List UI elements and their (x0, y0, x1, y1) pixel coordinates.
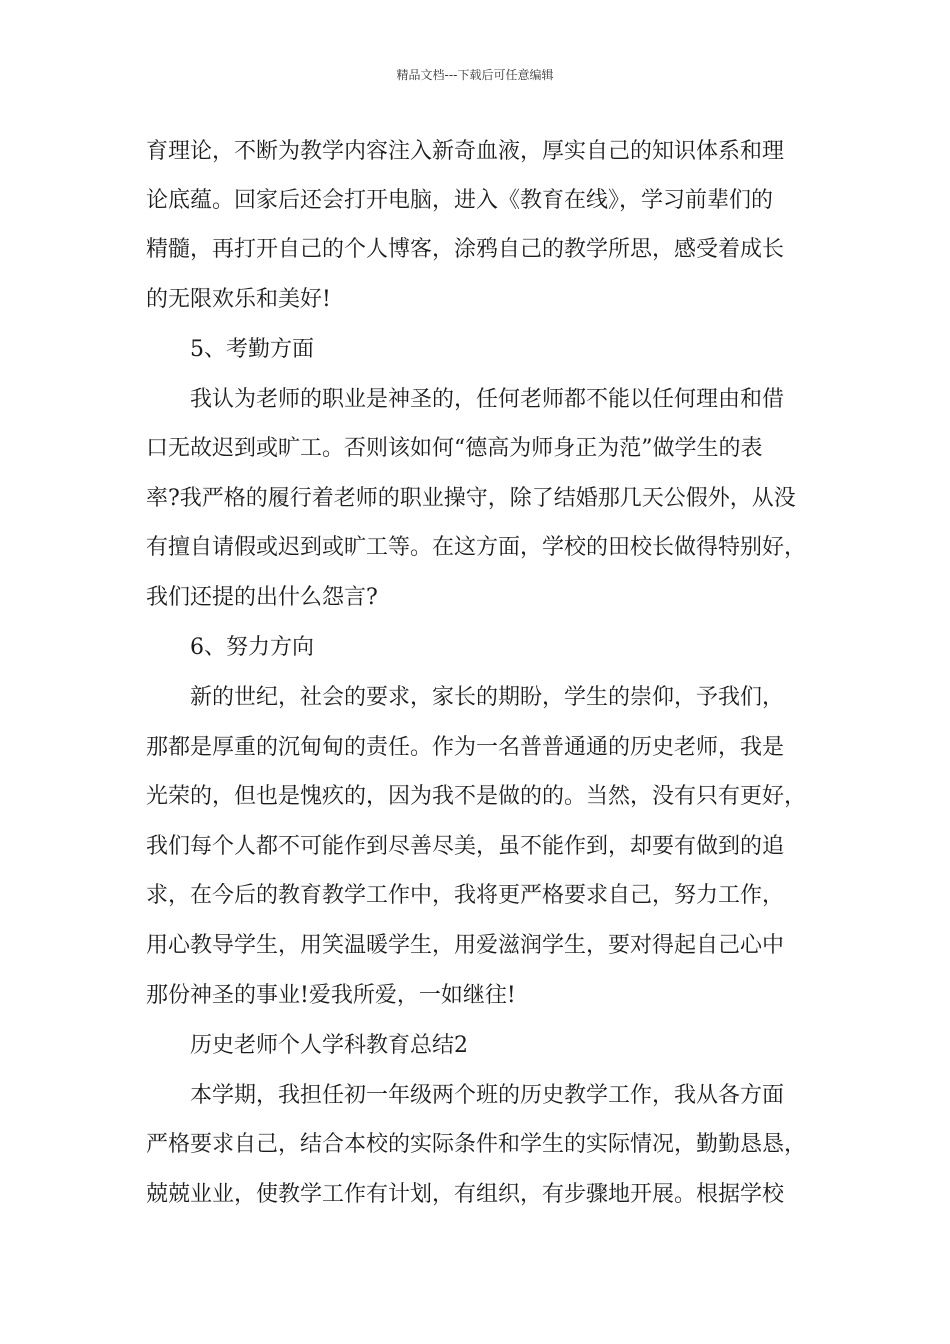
section-title: 历史老师个人学科教育总结2 (190, 1033, 468, 1058)
section-heading: 6、努力方向 (190, 635, 314, 660)
body-line: 求，在今后的教育教学工作中，我将更严格要求自己，努力工作， (146, 883, 785, 908)
body-line: 用心教导学生，用笑温暖学生，用爱滋润学生，要对得起自己心中 (146, 933, 785, 958)
body-line: 的无限欢乐和美好! (146, 287, 331, 312)
body-line: 新的世纪，社会的要求，家长的期盼，学生的崇仰，予我们， (190, 685, 785, 710)
body-line: 率?我严格的履行着老师的职业操守，除了结婚那几天公假外，从没 (146, 486, 796, 511)
body-line: 我认为老师的职业是神圣的，任何老师都不能以任何理由和借 (190, 387, 785, 412)
body-line: 口无故迟到或旷工。否则该如何“德高为师身正为范”做学生的表 (146, 436, 763, 461)
body-line: 论底蕴。回家后还会打开电脑，进入《教育在线》，学习前辈们的 (146, 188, 774, 213)
body-line: 我们还提的出什么怨言? (146, 585, 378, 610)
page-header: 精品文档---下载后可任意编辑 (396, 68, 554, 82)
body-line: 精髓，再打开自己的个人博客，涂鸦自己的教学所思，感受着成长 (146, 237, 785, 262)
body-line: 有擅自请假或迟到或旷工等。在这方面，学校的田校长做得特别好， (146, 535, 807, 560)
body-line: 光荣的，但也是愧疚的，因为我不是做的的。当然，没有只有更好， (146, 784, 807, 809)
body-line: 本学期，我担任初一年级两个班的历史教学工作，我从各方面 (190, 1083, 785, 1108)
body-line: 那都是厚重的沉甸甸的责任。作为一名普普通通的历史老师，我是 (146, 735, 785, 760)
body-line: 兢兢业业，使教学工作有计划，有组织，有步骤地开展。根据学校 (146, 1182, 785, 1207)
body-line: 严格要求自己，结合本校的实际条件和学生的实际情况，勤勤恳恳， (146, 1132, 807, 1157)
body-line: 育理论，不断为教学内容注入新奇血液，厚实自己的知识体系和理 (146, 139, 785, 164)
body-line: 那份神圣的事业!爱我所爱，一如继往! (146, 983, 516, 1008)
section-heading: 5、考勤方面 (190, 337, 314, 362)
body-line: 我们每个人都不可能作到尽善尽美，虽不能作到，却要有做到的追 (146, 834, 785, 859)
